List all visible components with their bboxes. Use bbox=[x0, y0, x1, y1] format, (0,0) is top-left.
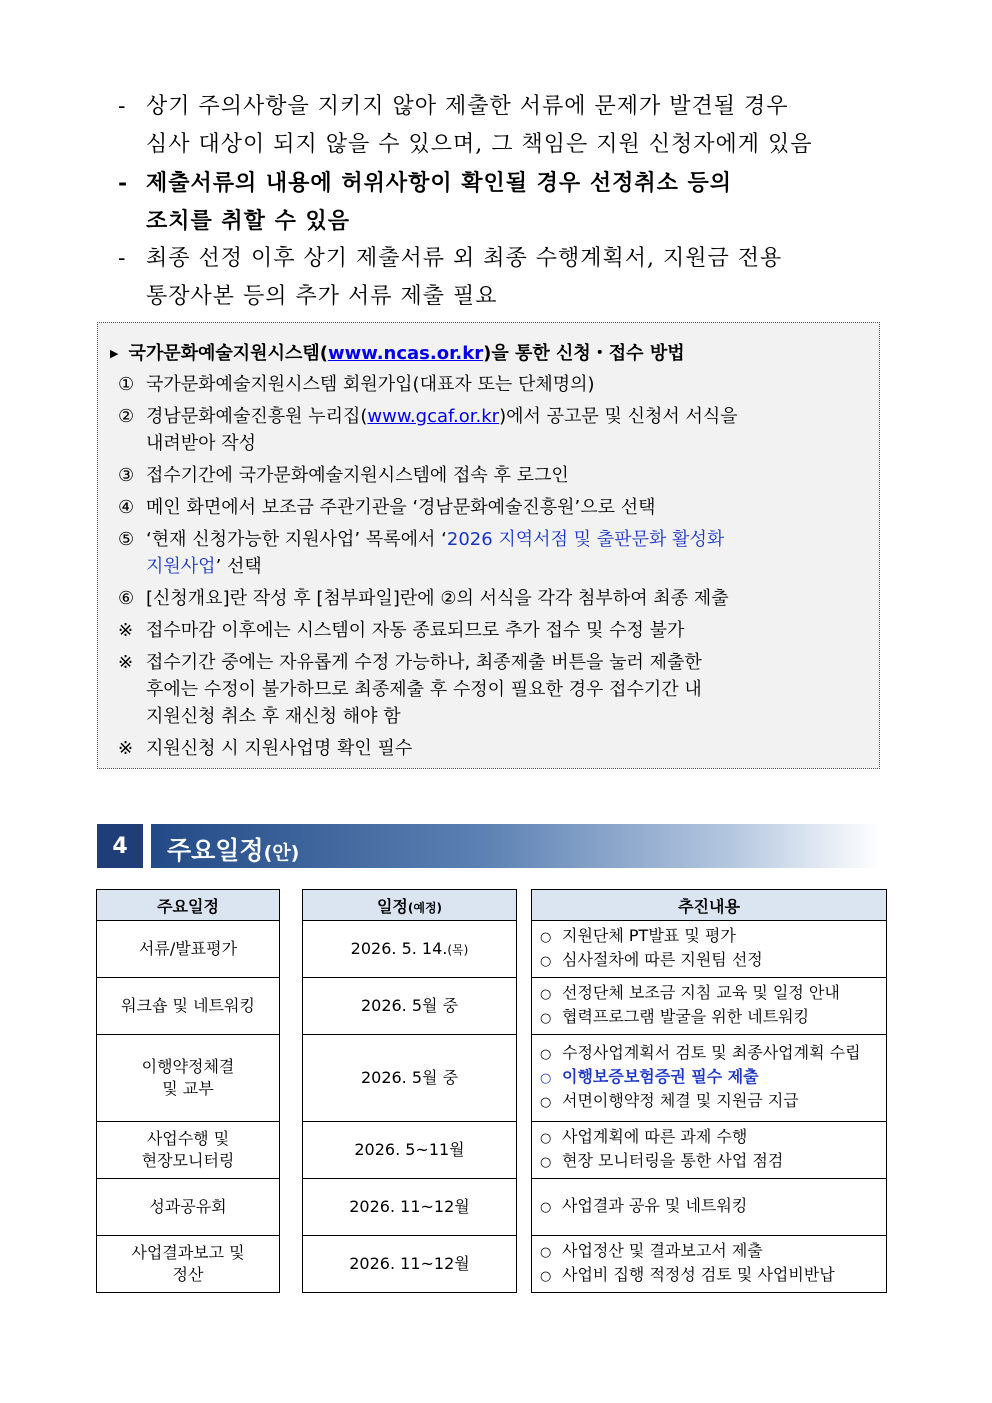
list-item: ○ 선정단체 보조금 지침 교육 및 일정 안내 bbox=[540, 983, 840, 1002]
list-item: ○ 사업비 집행 적정성 검토 및 사업비반납 bbox=[540, 1265, 835, 1284]
schedule-name-column bbox=[96, 889, 280, 1293]
dash-mark: - bbox=[118, 170, 129, 196]
application-method-box bbox=[97, 322, 880, 769]
list-item: ○ 지원단체 PT발표 및 평가 bbox=[540, 926, 736, 945]
triangle-bullet-icon: ▶ bbox=[110, 347, 119, 360]
table-cell bbox=[532, 1236, 887, 1293]
notice-3: ※ 지원신청 시 지원사업명 확인 필수 bbox=[118, 738, 413, 759]
step-5: ⑤ ‘현재 신청가능한 지원사업’ 목록에서 ‘2026 지역서점 및 출판문화 활성화 지원사업’ 선택 bbox=[118, 529, 725, 577]
table-cell bbox=[532, 1035, 887, 1122]
note-line: 제출서류의 내용에 허위사항이 확인될 경우 선정취소 등의 bbox=[146, 170, 733, 196]
list-item: ○ 현장 모니터링을 통한 사업 점검 bbox=[540, 1151, 784, 1170]
list-item: ○ 사업계획에 따른 과제 수행 bbox=[540, 1127, 748, 1146]
table-cell bbox=[532, 1179, 887, 1236]
table-cell: 워크숍 및 네트워킹 bbox=[97, 978, 280, 1035]
list-item: ○ 심사절차에 따른 지원팀 선정 bbox=[540, 950, 763, 969]
note-item-warning bbox=[118, 164, 918, 240]
table-cell: 2026. 5월 중 bbox=[303, 1035, 517, 1122]
dash-mark: - bbox=[118, 94, 127, 119]
step-2: ② 경남문화예술진흥원 누리집(www.gcaf.or.kr)에서 공고문 및 신청서 서식을 내려받아 작성 bbox=[118, 406, 738, 454]
list-item: ○ 협력프로그램 발굴을 위한 네트워킹 bbox=[540, 1007, 810, 1026]
section-title: 주요일정(안) bbox=[167, 836, 300, 865]
note-line: 조치를 취할 수 있음 bbox=[146, 208, 350, 234]
table-cell bbox=[532, 978, 887, 1035]
table-cell: 이행약정체결 및 교부 bbox=[97, 1035, 280, 1122]
table-cell bbox=[532, 1122, 887, 1179]
table-cell: 사업결과보고 및 정산 bbox=[97, 1236, 280, 1293]
ncas-link[interactable]: www.ncas.or.kr bbox=[327, 343, 484, 364]
table-cell: 2026. 5. 14.(목) bbox=[303, 921, 517, 978]
table-cell: 2026. 11~12월 bbox=[303, 1179, 517, 1236]
schedule-content-column bbox=[531, 889, 887, 1293]
table-cell: 2026. 11~12월 bbox=[303, 1236, 517, 1293]
section-number: 4 bbox=[97, 824, 143, 868]
note-item bbox=[118, 240, 918, 316]
column-header: 추진내용 bbox=[532, 890, 887, 921]
box-title: ▶ 국가문화예술지원시스템(www.ncas.or.kr)을 통한 신청・접수 방법 bbox=[110, 343, 685, 364]
dash-mark: - bbox=[118, 246, 127, 271]
section-heading bbox=[97, 824, 880, 868]
step-3: ③ 접수기간에 국가문화예술지원시스템에 접속 후 로그인 bbox=[118, 465, 569, 486]
step-6: ⑥ [신청개요]란 작성 후 [첨부파일]란에 ②의 서식을 각각 첨부하여 최종 제출 bbox=[118, 588, 729, 609]
note-line: 상기 주의사항을 지키지 않아 제출한 서류에 문제가 발견될 경우 bbox=[146, 94, 789, 119]
schedule-date-column bbox=[302, 889, 517, 1293]
table-cell: 사업수행 및 현장모니터링 bbox=[97, 1122, 280, 1179]
list-item: ○ 사업결과 공유 및 네트워킹 bbox=[540, 1196, 748, 1215]
list-item: ○ 수정사업계획서 검토 및 최종사업계획 수립 bbox=[540, 1043, 861, 1062]
note-line: 통장사본 등의 추가 서류 제출 필요 bbox=[146, 284, 498, 309]
gcaf-link[interactable]: www.gcaf.or.kr bbox=[367, 406, 500, 427]
note-item bbox=[118, 88, 918, 164]
section-title-bar bbox=[151, 824, 880, 868]
table-cell: 2026. 5월 중 bbox=[303, 978, 517, 1035]
table-cell: 서류/발표평가 bbox=[97, 921, 280, 978]
step-4: ④ 메인 화면에서 보조금 주관기관을 ‘경남문화예술진흥원’으로 선택 bbox=[118, 497, 656, 518]
table-cell: 성과공유회 bbox=[97, 1179, 280, 1236]
step-1: ① 국가문화예술지원시스템 회원가입(대표자 또는 단체명의) bbox=[118, 374, 595, 395]
notice-1: ※ 접수마감 이후에는 시스템이 자동 종료되므로 추가 접수 및 수정 불가 bbox=[118, 620, 685, 641]
column-header: 주요일정 bbox=[97, 890, 280, 921]
table-cell: 2026. 5~11월 bbox=[303, 1122, 517, 1179]
note-line: 최종 선정 이후 상기 제출서류 외 최종 수행계획서, 지원금 전용 bbox=[146, 246, 783, 271]
list-item: ○ 서면이행약정 체결 및 지원금 지급 bbox=[540, 1091, 799, 1110]
column-header: 일정(예정) bbox=[303, 890, 517, 921]
table-cell bbox=[532, 921, 887, 978]
notice-2: ※ 접수기간 중에는 자유롭게 수정 가능하나, 최종제출 버튼을 눌러 제출한 후에는 수정이 불가하므로 최종제출 후 수정이 필요한 경우 접수기간 내 지원신청 취소 후 재신청 해야 함 bbox=[118, 652, 702, 727]
list-item: ○ 사업정산 및 결과보고서 제출 bbox=[540, 1241, 763, 1260]
note-line: 심사 대상이 되지 않을 수 있으며, 그 책임은 지원 신청자에게 있음 bbox=[146, 132, 813, 157]
list-item-emphasis: ○ 이행보증보험증권 필수 제출 bbox=[540, 1067, 759, 1086]
notes-list bbox=[118, 88, 918, 316]
box-items bbox=[118, 371, 868, 767]
